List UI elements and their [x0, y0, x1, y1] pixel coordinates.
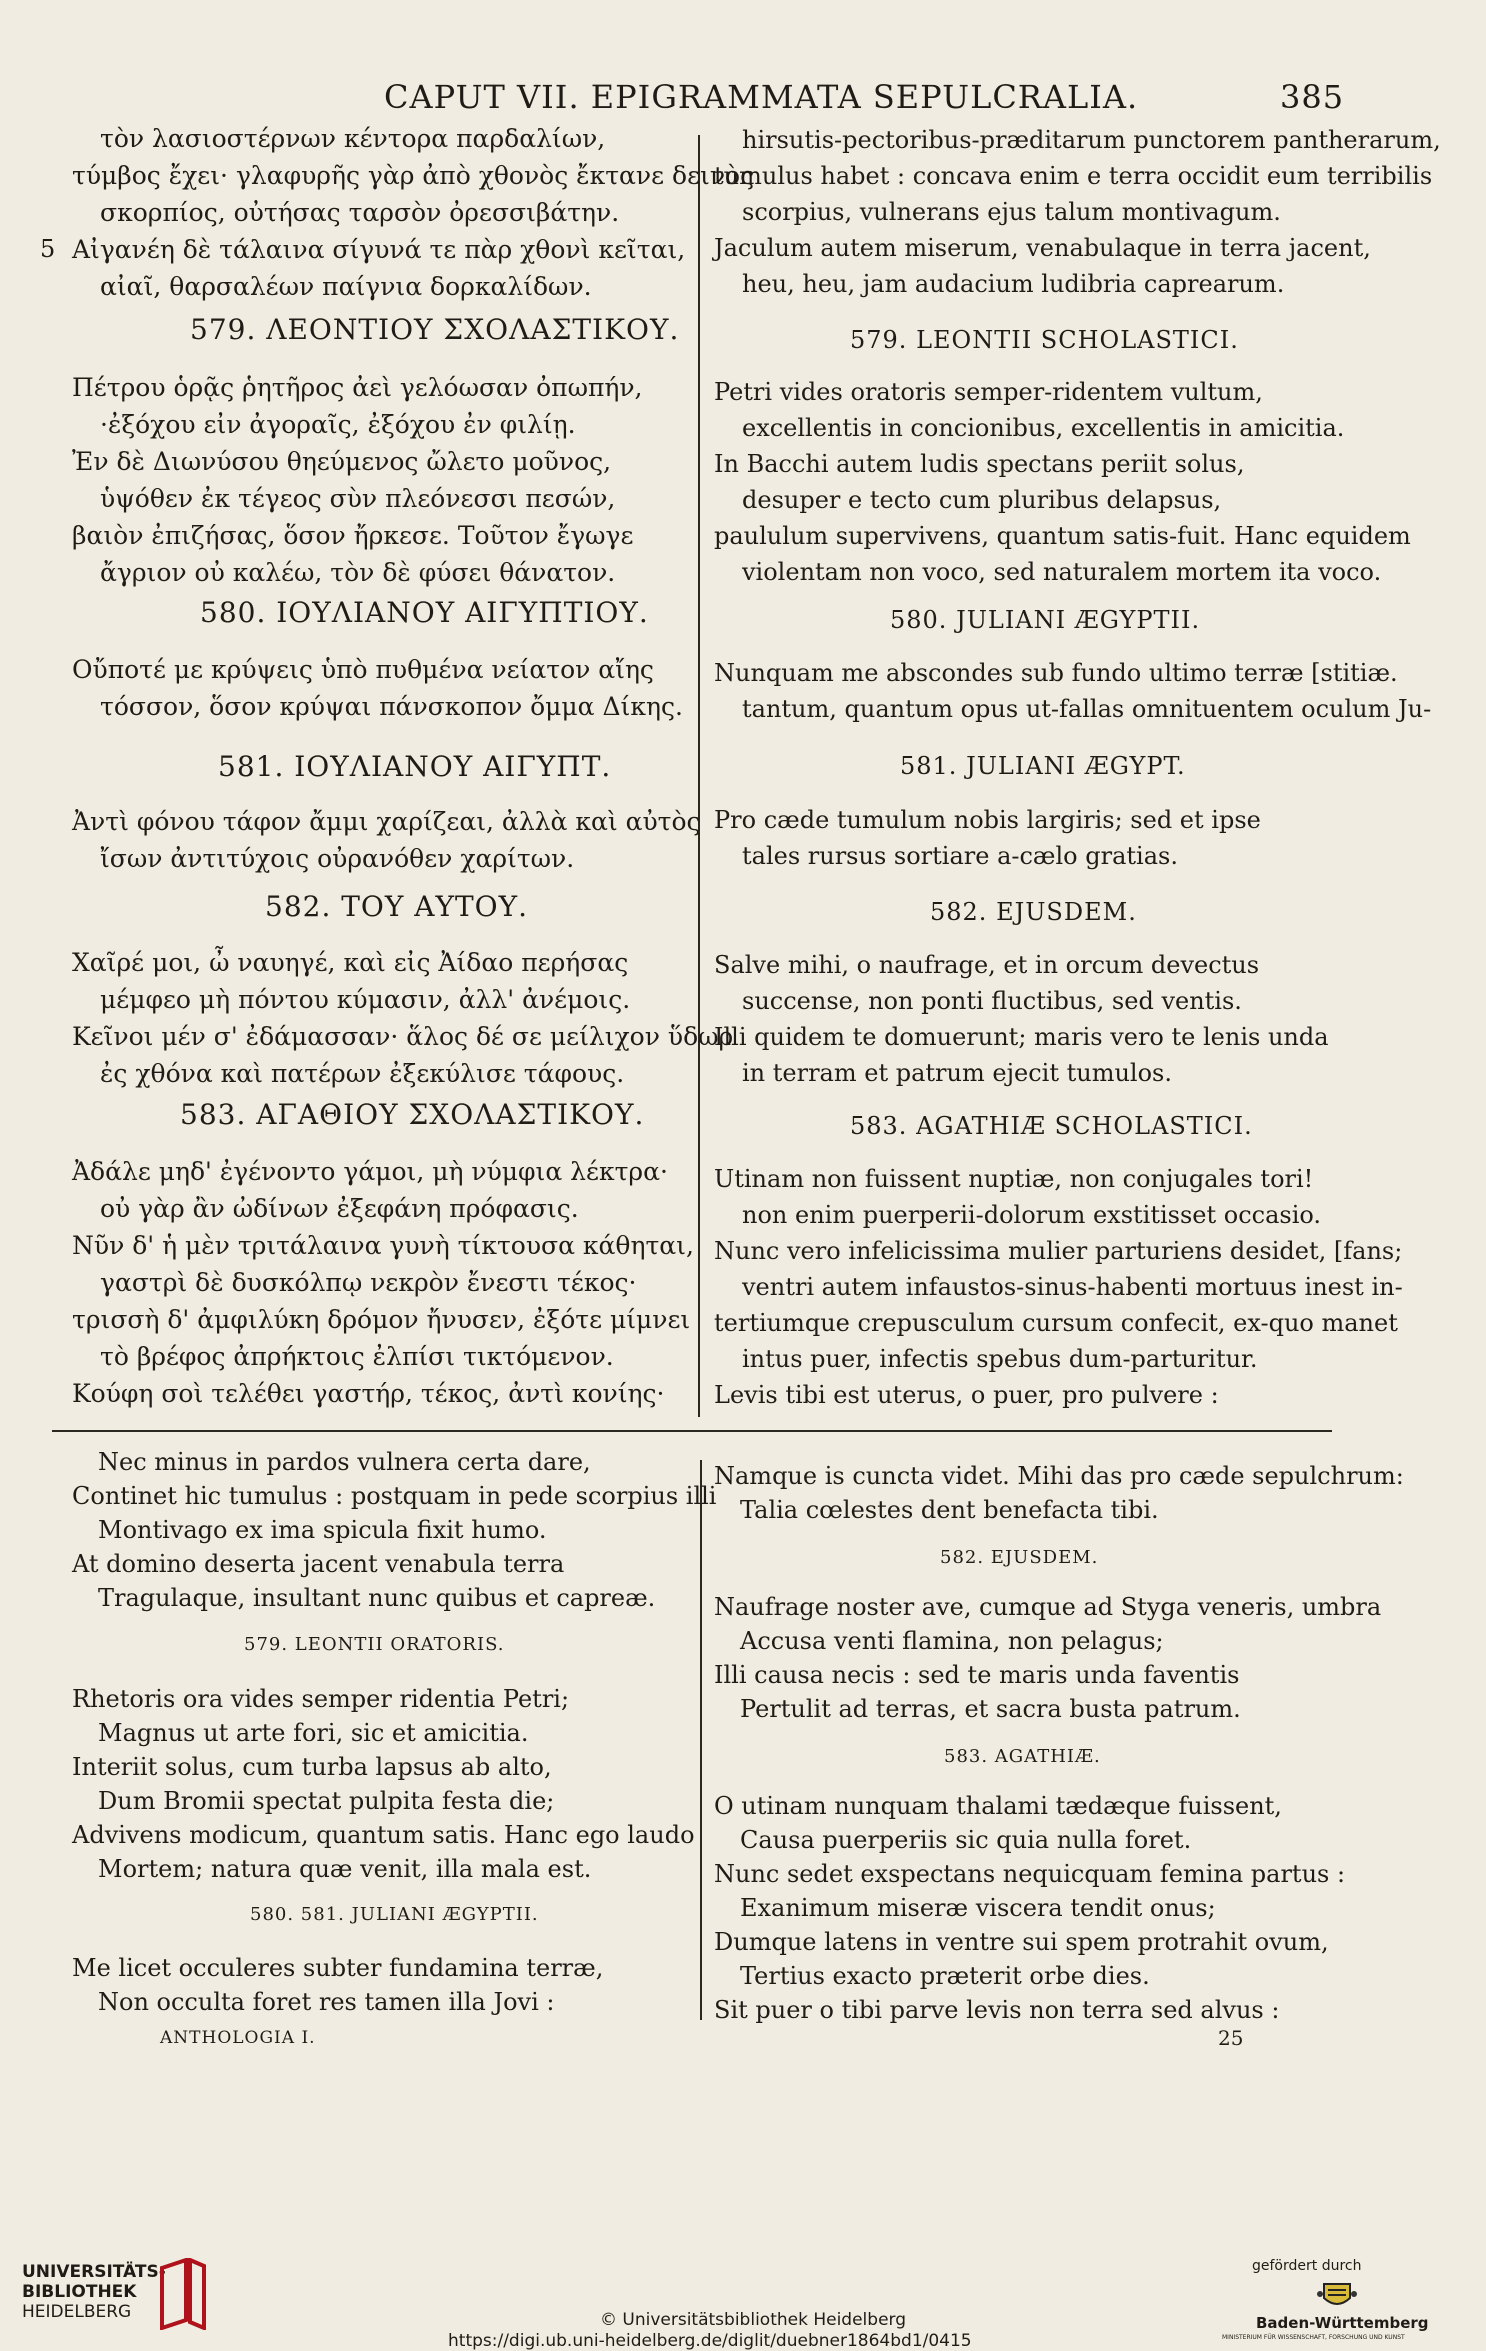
verse-section-heading: 582. EJUSDEM. [940, 1547, 1099, 1568]
verse-line: Dumque latens in ventre sui spem protrahit ovum, [714, 1928, 1329, 1956]
latin-verse-line: tertiumque crepusculum cursum confecit, ex-quo manet [714, 1309, 1398, 1337]
greek-verse-line: Κούφη σοὶ τελέθει γαστήρ, τέκος, ἀντὶ κονίης· [72, 1379, 665, 1408]
verse-line: Nunc sedet exspectans nequicquam femina partus : [714, 1860, 1346, 1888]
latin-verse-line: Utinam non fuissent nuptiæ, non conjugales tori! [714, 1165, 1314, 1193]
latin-verse-line: paululum supervivens, quantum satis-fuit. Hanc equidem [714, 522, 1411, 550]
signature-mark: ANTHOLOGIA I. [160, 2028, 316, 2048]
ministry-name: MINISTERIUM FÜR WISSENSCHAFT, FORSCHUNG UND KUNST [1222, 2334, 1405, 2341]
greek-section-heading: 582. ΤΟΥ ΑΥΤΟΥ. [265, 890, 528, 923]
verse-section-heading: 583. AGATHIÆ. [944, 1746, 1101, 1767]
latin-verse-line: Pro cæde tumulum nobis largiris; sed et ipse [714, 806, 1261, 834]
greek-verse-line: Ἐν δὲ Διωνύσου θηεύμενος ὤλετο μοῦνος, [72, 447, 612, 476]
latin-verse-line: Salve mihi, o naufrage, et in orcum devectus [714, 951, 1260, 979]
page-number: 385 [1280, 78, 1345, 116]
verse-line: Dum Bromii spectat pulpita festa die; [98, 1787, 555, 1815]
greek-verse-line: Νῦν δ' ἡ μὲν τριτάλαινα γυνὴ τίκτουσα κάθηται, [72, 1231, 694, 1260]
verse-line: Nec minus in pardos vulnera certa dare, [98, 1448, 591, 1476]
greek-section-heading: 581. ΙΟΥΛΙΑΝΟΥ ΑΙΓΥΠΤ. [218, 750, 612, 783]
greek-verse-line: τρισσὴ δ' ἀμφιλύκη δρόμον ἤνυσεν, ἐξότε μίμνει [72, 1305, 691, 1334]
greek-verse-line: τύμβος ἔχει· γλαφυρῆς γὰρ ἀπὸ χθονὸς ἔκτανε δεινὸς [72, 161, 755, 190]
latin-verse-line: Nunc vero infelicissima mulier parturiens desidet, [fans; [714, 1237, 1403, 1265]
funding-note: gefördert durch [1252, 2258, 1362, 2274]
latin-section-heading: 581. JULIANI ÆGYPT. [900, 752, 1186, 780]
column-divider-bottom [700, 1460, 702, 2020]
latin-verse-line: Nunquam me abscondes sub fundo ultimo terræ [stitiæ. [714, 659, 1398, 687]
verse-line: Namque is cuncta videt. Mihi das pro cæde sepulchrum: [714, 1462, 1404, 1490]
latin-verse-line: Illi quidem te domuerunt; maris vero te lenis unda [714, 1023, 1329, 1051]
running-header-title: CAPUT VII. EPIGRAMMATA SEPULCRALIA. [384, 78, 1139, 116]
latin-verse-line: excellentis in concionibus, excellentis in amicitia. [742, 414, 1345, 442]
line-number: 5 [40, 235, 56, 263]
latin-verse-line: Jaculum autem miserum, venabulaque in terra jacent, [714, 234, 1371, 262]
greek-section-heading: 580. ΙΟΥΛΙΑΝΟΥ ΑΙΓΥΠΤΙΟΥ. [200, 596, 649, 629]
verse-line: Advivens modicum, quantum satis. Hanc ego laudo [72, 1821, 695, 1849]
latin-verse-line: ventri autem infaustos-sinus-habenti mortuus inest in- [742, 1273, 1403, 1301]
greek-verse-line: τὸ βρέφος ἀπρήκτοις ἐλπίσι τικτόμενον. [100, 1342, 614, 1371]
verse-line: Non occulta foret res tamen illa Jovi : [98, 1988, 555, 2016]
greek-verse-line: Ἀντὶ φόνου τάφον ἄμμι χαρίζεαι, ἀλλὰ καὶ αὐτὸς [72, 807, 701, 836]
greek-verse-line: ὑψόθεν ἐκ τέγεος σὺν πλεόνεσσι πεσών, [100, 484, 616, 513]
verse-line: Accusa venti flamina, non pelagus; [740, 1627, 1164, 1655]
verse-line: Magnus ut arte fori, sic et amicitia. [98, 1719, 529, 1747]
latin-verse-line: violentam non voco, sed naturalem mortem ita voco. [742, 558, 1382, 586]
greek-verse-line: σκορπίος, οὐτήσας ταρσὸν ὀρεσσιβάτην. [100, 198, 620, 227]
latin-verse-line: In Bacchi autem ludis spectans periit solus, [714, 450, 1245, 478]
verse-line: Illi causa necis : sed te maris unda faventis [714, 1661, 1240, 1689]
permalink[interactable]: https://digi.ub.uni-heidelberg.de/diglit/duebner1864bd1/0415 [448, 2331, 972, 2351]
latin-section-heading: 583. AGATHIÆ SCHOLASTICI. [850, 1112, 1253, 1140]
latin-verse-line: tantum, quantum opus ut-fallas omnituentem oculum Ju- [742, 695, 1432, 723]
latin-section-heading: 580. JULIANI ÆGYPTII. [890, 606, 1201, 634]
state-name: Baden-Württemberg [1256, 2314, 1429, 2332]
verse-line: Interiit solus, cum turba lapsus ab alto, [72, 1753, 552, 1781]
copyright-notice: © Universitätsbibliothek Heidelberg [600, 2310, 907, 2330]
greek-verse-line: Οὔποτέ με κρύψεις ὑπὸ πυθμένα νείατον αἴης [72, 655, 654, 684]
greek-verse-line: Πέτρου ὁρᾷς ῥητῆρος ἀεὶ γελόωσαν ὀπωπήν, [72, 373, 643, 402]
verse-line: Causa puerperiis sic quia nulla foret. [740, 1826, 1192, 1854]
verse-line: Sit puer o tibi parve levis non terra sed alvus : [714, 1996, 1280, 2024]
greek-verse-line: Κεῖνοι μέν σ' ἐδάμασσαν· ἅλος δέ σε μείλιχον ὕδωρ [72, 1022, 734, 1051]
latin-verse-line: in terram et patrum ejecit tumulos. [742, 1059, 1172, 1087]
latin-section-heading: 579. LEONTII SCHOLASTICI. [850, 326, 1239, 354]
greek-verse-line: Αἰγανέη δὲ τάλαινα σίγυνά τε πὰρ χθονὶ κεῖται, [72, 235, 686, 264]
greek-verse-line: τὸν λασιοστέρνων κέντορα παρδαλίων, [100, 124, 606, 153]
greek-verse-line: μέμφεο μὴ πόντου κύμασιν, ἀλλ' ἀνέμοις. [100, 985, 631, 1014]
greek-verse-line: οὐ γὰρ ἂν ὠδίνων ἐξεφάνη πρόφασις. [100, 1194, 579, 1223]
verse-line: Pertulit ad terras, et sacra busta patrum. [740, 1695, 1241, 1723]
greek-verse-line: γαστρὶ δὲ δυσκόλπῳ νεκρὸν ἔνεστι τέκος· [100, 1268, 637, 1297]
verse-line: Montivago ex ima spicula fixit humo. [98, 1516, 547, 1544]
latin-verse-line: non enim puerperii-dolorum exstitisset occasio. [742, 1201, 1322, 1229]
verse-line: O utinam nunquam thalami tædæque fuissent, [714, 1792, 1282, 1820]
greek-verse-line: αἰαῖ, θαρσαλέων παίγνια δορκαλίδων. [100, 272, 592, 301]
verse-line: Naufrage noster ave, cumque ad Styga veneris, umbra [714, 1593, 1382, 1621]
greek-verse-line: τόσσον, ὅσον κρύψαι πάνσκοπον ὄμμα Δίκης. [100, 692, 683, 721]
latin-verse-line: desuper e tecto cum pluribus delapsus, [742, 486, 1222, 514]
state-coat-of-arms-icon [1316, 2280, 1358, 2310]
latin-verse-line: hirsutis-pectoribus-præditarum punctorem pantherarum, [742, 126, 1441, 154]
gathering-number: 25 [1218, 2026, 1244, 2050]
verse-line: Rhetoris ora vides semper ridentia Petri; [72, 1685, 570, 1713]
greek-section-heading: 579. ΛΕΟΝΤΙΟΥ ΣΧΟΛΑΣΤΙΚΟΥ. [190, 313, 680, 346]
latin-verse-line: Levis tibi est uterus, o puer, pro pulvere : [714, 1381, 1219, 1409]
greek-verse-line: ἐς χθόνα καὶ πατέρων ἐξεκύλισε τάφους. [100, 1059, 625, 1088]
greek-verse-line: βαιὸν ἐπιζήσας, ὅσον ἤρκεσε. Τοῦτον ἔγωγε [72, 521, 634, 550]
library-logo: UNIVERSITÄTS- BIBLIOTHEK HEIDELBERG [22, 2262, 166, 2322]
verse-section-heading: 579. LEONTII ORATORIS. [244, 1634, 505, 1655]
verse-line: Me licet occuleres subter fundamina terræ, [72, 1954, 604, 1982]
greek-verse-line: Χαῖρέ μοι, ὦ ναυηγέ, καὶ εἰς Ἀίδαο περήσας [72, 948, 629, 977]
footnote-separator [52, 1430, 1332, 1432]
greek-verse-line: ·ἐξόχου εἰν ἀγοραῖς, ἐξόχου ἐν φιλίῃ. [100, 410, 576, 439]
greek-verse-line: Ἀδάλε μηδ' ἐγένοντο γάμοι, μὴ νύμφια λέκτρα· [72, 1157, 668, 1186]
verse-line: At domino deserta jacent venabula terra [72, 1550, 565, 1578]
verse-line: Continet hic tumulus : postquam in pede scorpius illi [72, 1482, 717, 1510]
column-divider-top [698, 135, 700, 1417]
latin-verse-line: scorpius, vulnerans ejus talum montivagum. [742, 198, 1281, 226]
latin-verse-line: heu, heu, jam audacium ludibria caprearum. [742, 270, 1285, 298]
latin-section-heading: 582. EJUSDEM. [930, 898, 1137, 926]
verse-line: Mortem; natura quæ venit, illa mala est. [98, 1855, 592, 1883]
latin-verse-line: tumulus habet : concava enim e terra occidit eum terribilis [714, 162, 1433, 190]
verse-line: Tertius exacto præterit orbe dies. [740, 1962, 1150, 1990]
latin-verse-line: intus puer, infectis spebus dum-parturitur. [742, 1345, 1258, 1373]
verse-line: Exanimum miseræ viscera tendit onus; [740, 1894, 1216, 1922]
verse-line: Talia cœlestes dent benefacta tibi. [740, 1496, 1159, 1524]
latin-verse-line: succense, non ponti fluctibus, sed ventis. [742, 987, 1242, 1015]
greek-verse-line: ἄγριον οὐ καλέω, τὸν δὲ φύσει θάνατον. [100, 558, 616, 587]
latin-verse-line: Petri vides oratoris semper-ridentem vultum, [714, 378, 1263, 406]
verse-line: Tragulaque, insultant nunc quibus et capreæ. [98, 1584, 656, 1612]
greek-verse-line: ἴσων ἀντιτύχοις οὐρανόθεν χαρίτων. [100, 844, 575, 873]
greek-section-heading: 583. ΑΓΑΘΙΟΥ ΣΧΟΛΑΣΤΙΚΟΥ. [180, 1098, 645, 1131]
library-emblem-icon [160, 2258, 206, 2330]
latin-verse-line: tales rursus sortiare a-cælo gratias. [742, 842, 1178, 870]
verse-section-heading: 580. 581. JULIANI ÆGYPTII. [250, 1904, 539, 1925]
